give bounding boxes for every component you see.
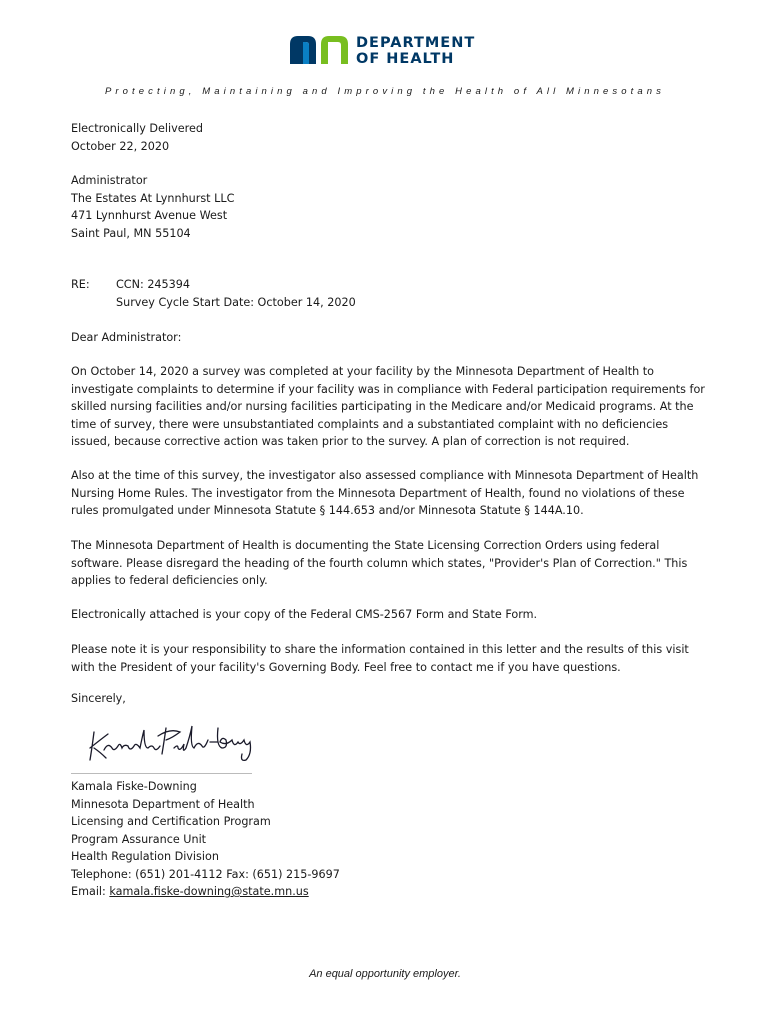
paragraph-5-text: Please note it is your responsibility to share the information contained in this letter and the results of this visit with the President of your facility's Governing Body. Feel free to contact me if you have questions.: [71, 643, 689, 674]
email-label: Email:: [71, 885, 110, 898]
salutation: Dear Administrator:: [71, 331, 182, 344]
survey-start-date: Survey Cycle Start Date: October 14, 2020: [116, 295, 356, 309]
signer-org: Minnesota Department of Health: [71, 797, 255, 811]
signer-unit: Program Assurance Unit: [71, 832, 207, 846]
paragraph-3: [71, 537, 711, 590]
paragraph-2-text: Also at the time of this survey, the investigator also assessed compliance with Minnesota Department of Health Nursing Home Rules. The investigator from the Minnesota Department of Health, found no violations of these rules promulgated under Minnesota Statute § 144.653 and/or Minnesota Statute § 144A.10.: [71, 469, 699, 517]
email-link[interactable]: kamala.fiske-downing@state.mn.us: [109, 885, 309, 898]
signature-line: [71, 773, 252, 774]
paragraph-1: [71, 363, 711, 451]
re-label: RE:: [71, 278, 90, 291]
paragraph-5: [71, 641, 711, 676]
signer-division: Health Regulation Division: [71, 850, 219, 863]
paragraph-1-text: On October 14, 2020 a survey was completed at your facility by the Minnesota Department of Health to investigate complaints to determine if your facility was in compliance with Federal participation requirements for skilled nursing facilities and/or nursing facilities participating in the Medicare and/or Medicaid programs. At the time of survey, there were unsubstantiated complaints and a substantiated complaint with no deficiencies issued, because corrective action was taken prior to the survey. A plan of correction is not required.: [71, 365, 705, 448]
recipient-city: Saint Paul, MN 55104: [71, 226, 191, 240]
logo-line-1: DEPARTMENT: [356, 35, 476, 51]
signer-phone: Telephone: (651) 201-4112 Fax: (651) 215-9697: [71, 867, 340, 881]
footer-note: An equal opportunity employer.: [309, 968, 461, 980]
signer-name: Kamala Fiske-Downing: [71, 780, 197, 793]
mdh-logo: [288, 32, 488, 72]
signer-block: [71, 778, 340, 901]
signer-program: Licensing and Certification Program: [71, 815, 271, 828]
closing: Sincerely,: [71, 692, 126, 705]
signer-email-line: [71, 883, 340, 901]
paragraph-3-text: The Minnesota Department of Health is documenting the State Licensing Correction Orders using federal software. Please disregard the heading of the fourth column which states, "Provider's Plan of Correction." This applies to federal deficiencies only.: [71, 539, 688, 587]
recipient-title: Administrator: [71, 174, 148, 187]
recipient-street: 471 Lynnhurst Avenue West: [71, 209, 228, 222]
paragraph-4-text: Electronically attached is your copy of the Federal CMS-2567 Form and State Form.: [71, 608, 538, 621]
paragraph-4: [71, 606, 711, 624]
letter-date: October 22, 2020: [71, 139, 170, 153]
re-details: [116, 276, 356, 311]
paragraph-2: [71, 467, 711, 520]
recipient-address: [71, 172, 234, 242]
ccn: CCN: 245394: [116, 278, 191, 291]
delivery-block: [71, 120, 203, 155]
recipient-facility: The Estates At Lynnhurst LLC: [71, 191, 235, 205]
delivery-method: Electronically Delivered: [71, 122, 203, 135]
signature-image: [86, 718, 256, 766]
logo-line-2: OF HEALTH: [356, 51, 455, 67]
tagline: Protecting, Maintaining and Improving the Health of All Minnesotans: [104, 86, 666, 97]
mn-logo-icon: [288, 34, 352, 66]
